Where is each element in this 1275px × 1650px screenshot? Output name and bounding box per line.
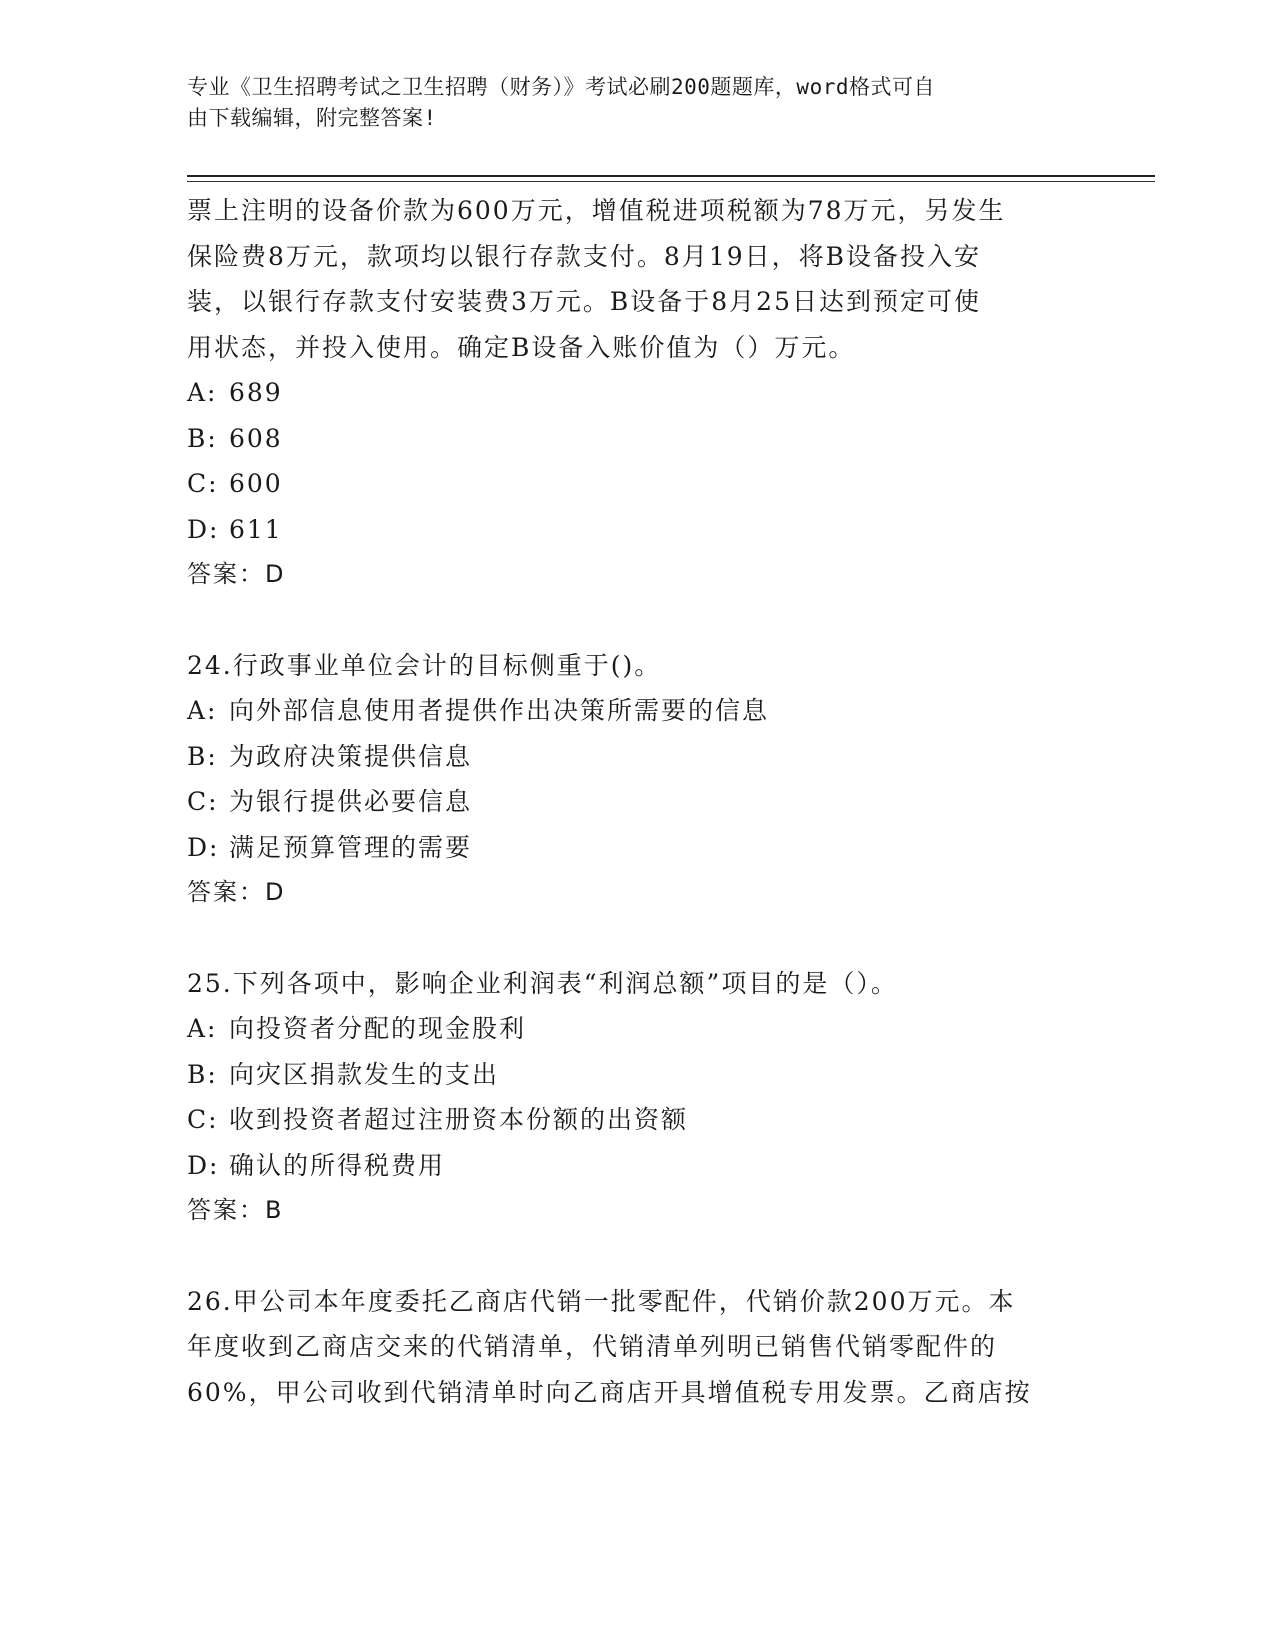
- option-letter: A:: [187, 1014, 218, 1043]
- question-26: [187, 1279, 1087, 1416]
- option-c: [187, 461, 1087, 507]
- option-letter: B:: [187, 423, 218, 453]
- question-text-line: 24.行政事业单位会计的目标侧重于()。: [187, 650, 662, 680]
- header-divider-thin: [187, 181, 1155, 182]
- spacer: [187, 598, 1087, 643]
- document-header: [187, 72, 1087, 134]
- option-d: [187, 507, 1087, 553]
- option-text: 满足预算管理的需要: [229, 832, 473, 862]
- header-line-1: 专业《卫生招聘考试之卫生招聘（财务）》考试必刷200题题库，word格式可自: [187, 75, 935, 99]
- question-24: [187, 643, 1087, 916]
- option-text: 确认的所得税费用: [229, 1150, 446, 1180]
- question-text-line: 票上注明的设备价款为600万元，增值税进项税额为78万元，另发生: [187, 196, 1006, 225]
- option-b: [187, 416, 1087, 462]
- option-a: [187, 1006, 1087, 1052]
- question-25: [187, 961, 1087, 1234]
- spacer: [187, 1234, 1087, 1279]
- option-c: [187, 779, 1087, 825]
- question-text-line: 25.下列各项中，影响企业利润表“利润总额”项目的是（）。: [187, 968, 898, 998]
- question-text-line: 年度收到乙商店交来的代销清单，代销清单列明已销售代销零配件的: [187, 1332, 998, 1361]
- answer-line: 答案：D: [187, 878, 286, 906]
- header-line-2: 由下载编辑，附完整答案!: [187, 106, 437, 130]
- option-text: 向投资者分配的现金股利: [229, 1014, 527, 1043]
- option-text: 611: [229, 514, 283, 544]
- question-text-line: 保险费8万元，款项均以银行存款支付。8月19日，将B设备投入安: [187, 241, 981, 271]
- option-text: 为银行提供必要信息: [229, 787, 473, 816]
- option-d: [187, 1143, 1087, 1189]
- option-text: 收到投资者超过注册资本份额的出资额: [229, 1105, 689, 1134]
- option-letter: D:: [187, 1150, 220, 1180]
- question-text-line: 装，以银行存款支付安装费3万元。B设备于8月25日达到预定可使: [187, 287, 981, 316]
- option-letter: C:: [187, 787, 219, 816]
- option-text: 689: [229, 378, 283, 407]
- answer-line: 答案：D: [187, 560, 286, 588]
- option-b: [187, 734, 1087, 780]
- option-c: [187, 1097, 1087, 1143]
- option-a: [187, 688, 1087, 734]
- question-23-continued: [187, 188, 1087, 598]
- option-letter: C:: [187, 1105, 219, 1134]
- option-text: 为政府决策提供信息: [229, 741, 473, 771]
- option-text: 向外部信息使用者提供作出决策所需要的信息: [229, 696, 770, 725]
- option-letter: A:: [187, 378, 218, 407]
- option-letter: A:: [187, 696, 218, 725]
- option-text: 600: [229, 469, 283, 498]
- answer-line: 答案：B: [187, 1196, 284, 1224]
- option-letter: B:: [187, 1059, 218, 1089]
- question-text-line: 26.甲公司本年度委托乙商店代销一批零配件，代销价款200万元。本: [187, 1286, 1016, 1316]
- option-letter: C:: [187, 469, 219, 498]
- question-text-line: 用状态，并投入使用。确定B设备入账价值为（）万元。: [187, 332, 856, 362]
- option-text: 608: [229, 423, 283, 453]
- option-letter: D:: [187, 514, 220, 544]
- option-a: [187, 370, 1087, 416]
- option-letter: D:: [187, 832, 220, 862]
- option-letter: B:: [187, 741, 218, 771]
- option-text: 向灾区捐款发生的支出: [229, 1059, 500, 1089]
- question-list: [187, 188, 1087, 1415]
- spacer: [187, 916, 1087, 961]
- question-text-line: 60%，甲公司收到代销清单时向乙商店开具增值税专用发票。乙商店按: [187, 1377, 1032, 1407]
- option-b: [187, 1052, 1087, 1098]
- header-divider-thick: [187, 175, 1155, 177]
- option-d: [187, 825, 1087, 871]
